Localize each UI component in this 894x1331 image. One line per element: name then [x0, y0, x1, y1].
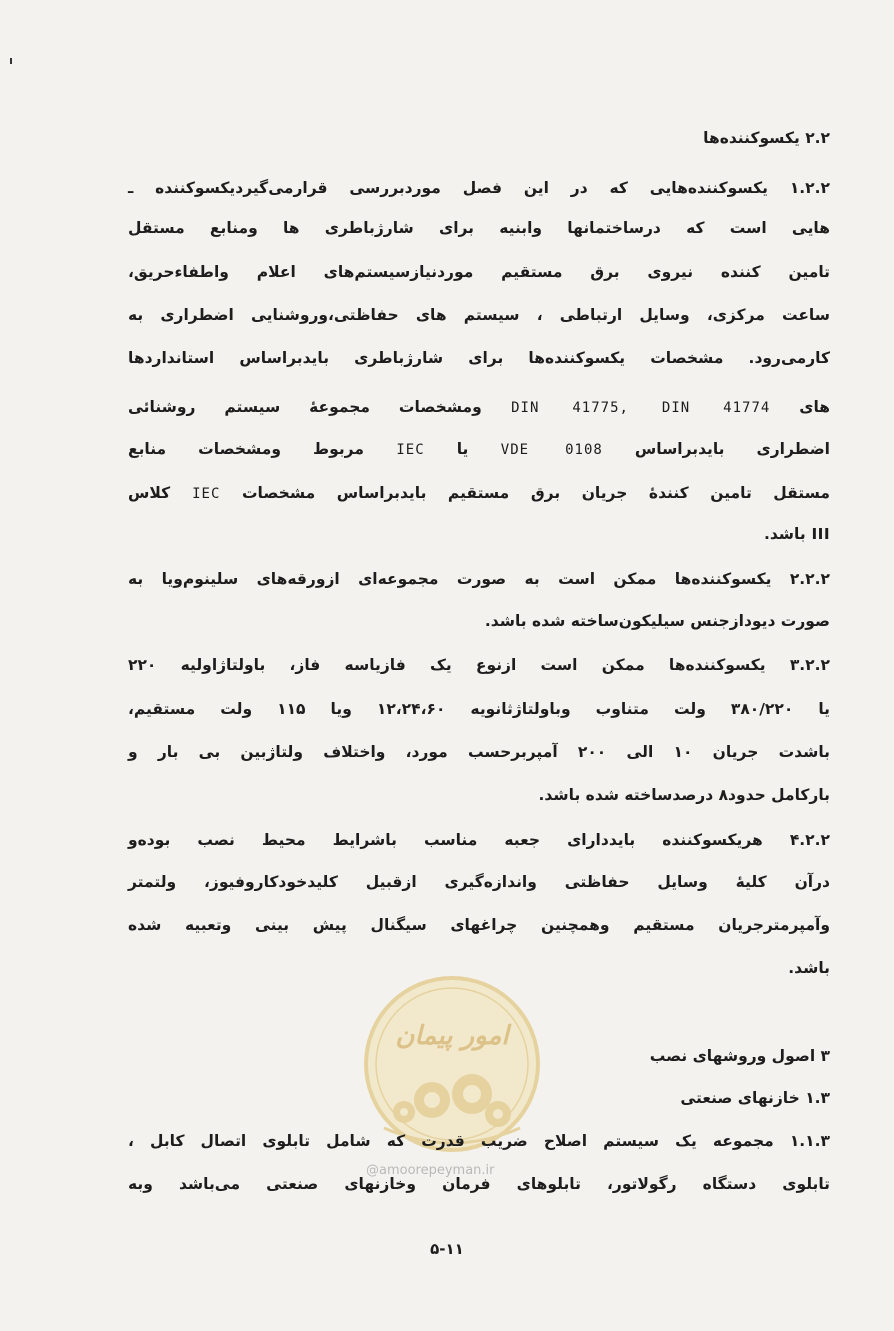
paragraph-4-line-2: درآن کلیهٔ وسایل حفاظتی واندازه‌گیری ازقبیل کلیدخودکاروفیوز، ولتمتر — [128, 873, 830, 891]
paragraph-3-line-1: ۳.۲.۲ یکسوکننده‌ها ممکن است ازنوع یک فازیاسه فاز، باولتاژاولیه ۲۲۰ — [128, 656, 830, 674]
line-6-start: های — [799, 398, 831, 416]
watermark-logo — [360, 972, 544, 1156]
subsection-heading: ۱.۳ خازنهای صنعتی — [680, 1089, 830, 1107]
section3-heading: ۳ اصول وروشهای نصب — [649, 1047, 830, 1065]
section-heading: ۲.۲ یکسوکننده‌ها — [703, 129, 830, 147]
line-8-end: کلاس — [128, 484, 171, 502]
paragraph-4-line-3: وآمپرمترجریان مستقیم وهمچنین چراغهای سیگنال پیش بینی وتعبیه شده — [128, 916, 830, 934]
final-line-2: تابلوی دستگاه رگولاتور، تابلوهای فرمان وخازنهای صنعتی می‌باشد وبه — [128, 1175, 830, 1193]
paragraph-3-line-3: باشدت جریان ۱۰ الی ۲۰۰ آمپربرحسب مورد، واختلاف ولتاژبین بی بار و — [128, 743, 830, 761]
paragraph-1-line-8 — [128, 483, 830, 504]
line-8-start: مستقل تامین کنندهٔ جریان برق مستقیم بایدبراساس مشخصات — [241, 484, 830, 502]
paragraph-1-line-6 — [128, 397, 830, 418]
line-7-middle: یا — [456, 440, 469, 458]
din-standards: DIN 41775, DIN 41774 — [511, 400, 771, 416]
vde-standard: VDE 0108 — [500, 442, 603, 458]
paragraph-1-line-3: تامین کننده نیروی برق مستقیم موردنیازسیستم‌های اعلام واطفاءحریق، — [128, 263, 830, 281]
page-number: ۵-۱۱ — [430, 1240, 464, 1258]
paragraph-1-line-4: ساعت مرکزی، وسایل ارتباطی ، سیستم های حفاظتی،وروشنایی اضطراری به — [128, 306, 830, 324]
paragraph-1-line-9: III باشد. — [763, 525, 830, 543]
paragraph-1-line-7 — [128, 439, 830, 460]
paragraph-1-line-1: ۱.۲.۲ یکسوکننده‌هایی که در این فصل موردبررسی قرارمی‌گیردیکسوکننده ـ — [128, 179, 830, 197]
watermark-url: @amoorepeyman.ir — [366, 1163, 495, 1178]
paragraph-1-line-5: کارمی‌رود. مشخصات یکسوکننده‌ها برای شارژباطری بایدبراساس استانداردها — [128, 349, 830, 367]
watermark-logo-text: امور پیمان — [395, 1021, 509, 1051]
paragraph-3-line-2: یا ۳۸۰/۲۲۰ ولت متناوب وباولتاژثانویه ۱۲،۲۴،۶۰ ویا ۱۱۵ ولت مستقیم، — [128, 700, 830, 718]
paragraph-2-line-1: ۲.۲.۲ یکسوکننده‌ها ممکن است به صورت مجموعه‌ای ازورقه‌های سلینوم‌ویا به — [128, 570, 830, 588]
corner-mark — [10, 58, 12, 64]
line-7-end: مربوط ومشخصات منابع — [128, 440, 364, 458]
line-6-end: ومشخصات مجموعهٔ سیستم روشنائی — [128, 398, 482, 416]
paragraph-4-line-1: ۴.۲.۲ هریکسوکننده بایددارای جعبه مناسب باشرایط محیط نصب بوده‌و — [128, 831, 830, 849]
paragraph-1-line-2: هایی است که درساختمانها وابنیه برای شارژباطری ها ومنابع مستقل — [128, 219, 830, 237]
iec-standard: IEC — [396, 442, 425, 458]
paragraph-3-line-4: بارکامل حدود۸ درصدساخته شده باشد. — [538, 786, 830, 804]
line-7-start: اضطراری بایدبراساس — [634, 440, 830, 458]
final-line-1: ۱.۱.۳ مجموعه یک سیستم اصلاح ضریب قدرت که شامل تابلوی اتصال کابل ، — [128, 1132, 830, 1150]
paragraph-4-line-4: باشد. — [788, 959, 830, 977]
paragraph-2-line-2: صورت دیودازجنس سیلیکون‌ساخته شده باشد. — [484, 612, 830, 630]
iec-class-standard: IEC — [192, 486, 221, 502]
